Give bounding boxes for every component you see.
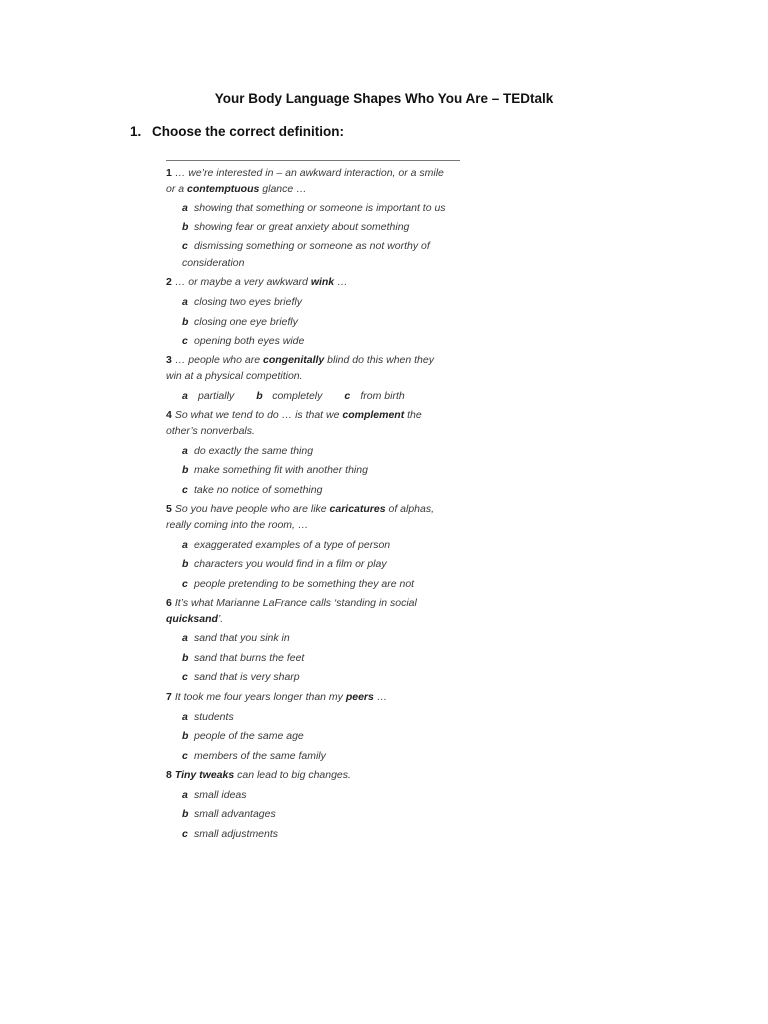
question-7-option-b: b people of the same age <box>182 730 304 742</box>
question-8-option-a: a small ideas <box>182 789 247 801</box>
question-3-options-row <box>182 390 427 403</box>
instruction-number: 1. <box>130 124 142 139</box>
question-5-option-b: b characters you would find in a film or play <box>182 558 387 570</box>
question-3-option-b: b completely <box>256 390 323 402</box>
question-1-line-2: or a contemptuous glance … <box>166 183 307 195</box>
question-1-option-a: a showing that something or someone is important to us <box>182 202 446 214</box>
page-title: Your Body Language Shapes Who You Are – TEDtalk <box>214 91 554 106</box>
question-4-option-a: a do exactly the same thing <box>182 445 314 457</box>
question-1-line-1: 1 … we’re interested in – an awkward interaction, or a smile <box>166 167 444 179</box>
scanned-exercise-image <box>162 150 460 850</box>
question-3-option-a: a partially <box>182 390 235 402</box>
question-4-line-2: other’s nonverbals. <box>166 425 255 437</box>
question-2-option-a: a closing two eyes briefly <box>182 296 302 308</box>
question-3-line-1: 3 … people who are congenitally blind do this when they <box>166 354 434 366</box>
question-2-line-1: 2 … or maybe a very awkward wink … <box>166 276 348 288</box>
question-4-option-c: c take no notice of something <box>182 484 323 496</box>
question-4-option-b: b make something fit with another thing <box>182 464 368 476</box>
question-6-option-a: a sand that you sink in <box>182 632 290 644</box>
question-7-option-c: c members of the same family <box>182 750 326 762</box>
question-3-option-c: c from birth <box>344 390 405 402</box>
question-2-option-b: b closing one eye briefly <box>182 316 298 328</box>
question-8-option-b: b small advantages <box>182 808 276 820</box>
question-5-option-a: a exaggerated examples of a type of person <box>182 539 391 551</box>
question-8-option-c: c small adjustments <box>182 828 279 840</box>
question-2-option-c: c opening both eyes wide <box>182 335 305 347</box>
question-3-line-2: win at a physical competition. <box>166 370 303 382</box>
question-7-option-a: a students <box>182 711 234 723</box>
question-6-option-b: b sand that burns the feet <box>182 652 305 664</box>
question-1-option-b: b showing fear or great anxiety about something <box>182 221 410 233</box>
question-5-line-2: really coming into the room, … <box>166 519 309 531</box>
instruction <box>130 124 344 139</box>
question-6-option-c: c sand that is very sharp <box>182 671 300 683</box>
question-7-line-1: 7 It took me four years longer than my peers … <box>166 691 388 703</box>
question-5-option-c: c people pretending to be something they are not <box>182 578 415 590</box>
question-6-line-1: 6 It’s what Marianne LaFrance calls ‘standing in social <box>166 597 417 609</box>
question-6-line-2: quicksand’. <box>166 613 224 625</box>
question-1-option-c-continuation: consideration <box>182 257 245 269</box>
instruction-text: Choose the correct definition: <box>152 124 345 139</box>
question-1-option-c: c dismissing something or someone as not worthy of <box>182 240 430 252</box>
question-8-line-1: 8 Tiny tweaks can lead to big changes. <box>166 769 351 781</box>
question-5-line-1: 5 So you have people who are like caricatures of alphas, <box>166 503 435 515</box>
question-4-line-1: 4 So what we tend to do … is that we complement the <box>166 409 422 421</box>
top-rule <box>166 160 460 161</box>
